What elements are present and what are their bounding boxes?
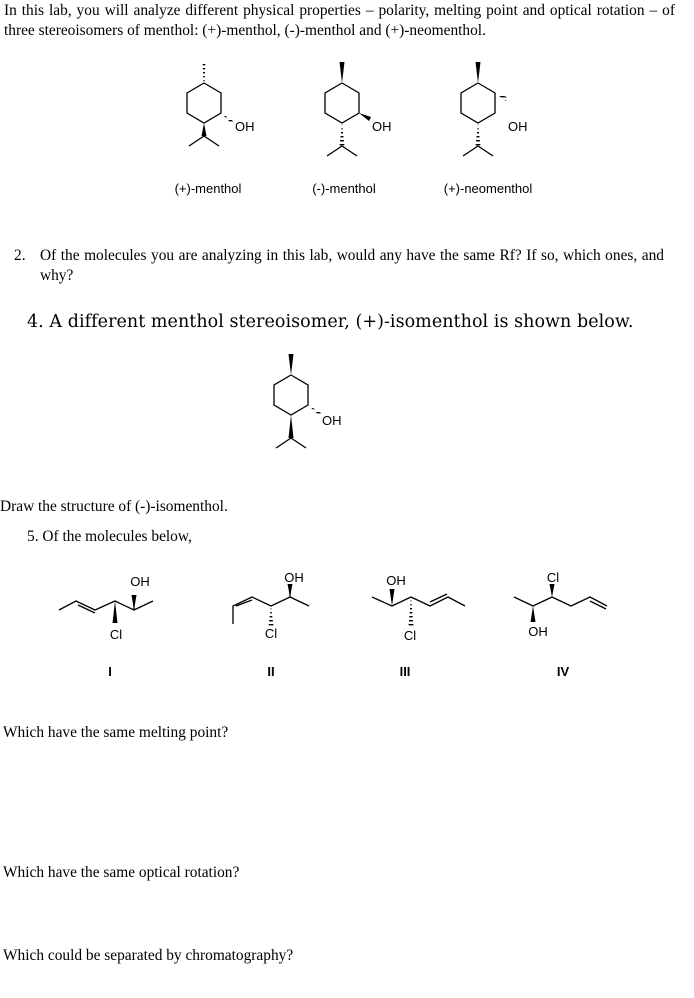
hashed-bond bbox=[476, 123, 481, 146]
molecule-label-iii: III bbox=[399, 664, 411, 679]
label-plus-neomenthol: (+)-neomenthol bbox=[443, 181, 533, 196]
isomenthol-structure bbox=[0, 340, 694, 470]
question-number: 2. bbox=[14, 247, 26, 264]
label-minus-menthol: (-)-menthol bbox=[312, 181, 376, 196]
draw-prompt: Draw the structure of (-)-isomenthol. bbox=[0, 498, 228, 515]
molecule-label-ii: II bbox=[267, 664, 275, 679]
label-plus-menthol: (+)-menthol bbox=[174, 181, 242, 196]
hashed-bond bbox=[203, 62, 206, 83]
wedge-bond bbox=[340, 62, 345, 83]
question-2-text: Of the molecules you are analyzing in this lab, would any have the same Rf? If so, which ones, and why? bbox=[40, 247, 664, 284]
cl-label: Cl bbox=[546, 570, 560, 585]
oh-label: OH bbox=[386, 573, 406, 588]
wedge-bond bbox=[550, 584, 555, 597]
wedge-bond bbox=[132, 595, 137, 610]
molecule-label-iv: IV bbox=[556, 664, 570, 679]
wedge-bond bbox=[531, 606, 536, 622]
question-melting-point: Which have the same melting point? bbox=[3, 724, 229, 741]
hashed-bond bbox=[495, 93, 507, 101]
oh-label: OH bbox=[508, 119, 528, 134]
wedge-bond bbox=[288, 584, 293, 597]
menthol-structures bbox=[0, 0, 694, 200]
oh-label: OH bbox=[372, 119, 392, 134]
intro-paragraph: In this lab, you will analyze different physical properties – polarity, melting point and optical rotation – of three stereoisomers of menthol: (+)-menthol, (-)-menthol and (+)-neomenthol. bbox=[4, 2, 675, 39]
question-optical-rotation: Which have the same optical rotation? bbox=[3, 864, 240, 881]
oh-label: OH bbox=[322, 413, 342, 428]
wedge-bond bbox=[289, 415, 294, 438]
molecule-plus-menthol bbox=[187, 83, 221, 146]
hashed-bond bbox=[221, 113, 233, 124]
wedge-bond bbox=[476, 62, 481, 83]
wedge-bond bbox=[289, 354, 294, 375]
oh-label: OH bbox=[235, 119, 255, 134]
oh-label: OH bbox=[130, 574, 150, 589]
wedge-bond bbox=[113, 601, 118, 623]
hashed-bond bbox=[308, 405, 321, 416]
question-2 bbox=[14, 246, 664, 286]
wedge-bond bbox=[359, 113, 371, 121]
hashed-bond bbox=[409, 597, 414, 626]
question-4: 4. A different menthol stereoisomer, (+)-isomenthol is shown below. bbox=[27, 312, 634, 332]
molecules-i-to-iv bbox=[0, 560, 694, 680]
question-chromatography: Which could be separated by chromatography? bbox=[3, 947, 294, 964]
wedge-bond bbox=[390, 589, 395, 606]
hashed-bond bbox=[340, 123, 345, 146]
cl-label: Cl bbox=[403, 628, 417, 643]
cl-label: Cl bbox=[264, 626, 278, 641]
oh-label: OH bbox=[284, 570, 304, 585]
molecule-label-i: I bbox=[108, 664, 112, 679]
question-5: 5. Of the molecules below, bbox=[27, 528, 192, 545]
hashed-bond bbox=[269, 606, 274, 626]
cl-label: Cl bbox=[109, 627, 123, 642]
oh-label: OH bbox=[528, 624, 548, 639]
wedge-bond bbox=[202, 123, 207, 136]
